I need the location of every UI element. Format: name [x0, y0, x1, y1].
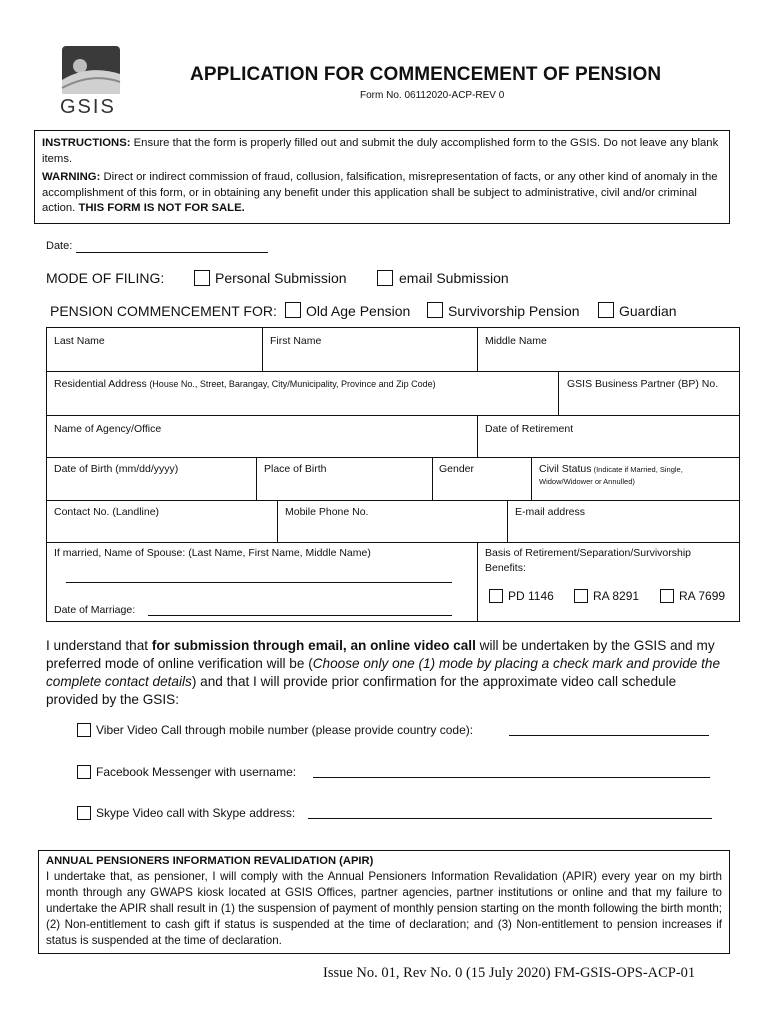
last-name-field[interactable]: Last Name — [54, 335, 105, 347]
mode-of-filing-label: MODE OF FILING: — [46, 270, 165, 286]
grid-line — [477, 542, 478, 622]
grid-line — [46, 415, 740, 416]
vc-text-4: Choose only one (1) mode by placing a check mark and provide the complete contact details — [46, 656, 721, 689]
gender-field[interactable]: Gender — [439, 463, 475, 475]
civil-status-hint: (Indicate if Married, Single, — [591, 465, 683, 474]
mobile-phone-field[interactable]: Mobile Phone No. — [285, 506, 369, 518]
survivorship-pension-checkbox[interactable] — [427, 302, 443, 318]
ra-7699-checkbox[interactable] — [660, 589, 674, 603]
civil-status-field[interactable] — [539, 463, 683, 475]
viber-checkbox[interactable] — [77, 723, 91, 737]
grid-line — [46, 542, 740, 543]
grid-line — [477, 327, 478, 371]
old-age-pension-checkbox[interactable] — [285, 302, 301, 318]
date-of-birth-field[interactable]: Date of Birth (mm/dd/yyyy) — [54, 463, 179, 475]
gsis-logo-emblem — [58, 44, 124, 96]
spouse-name-label: If married, Name of Spouse: (Last Name, First Name, Middle Name) — [54, 547, 371, 559]
personal-submission-checkbox[interactable] — [194, 270, 210, 286]
first-name-field[interactable]: First Name — [270, 335, 322, 347]
old-age-pension-label: Old Age Pension — [306, 303, 411, 319]
skype-input[interactable] — [308, 818, 712, 819]
email-submission-checkbox[interactable] — [377, 270, 393, 286]
ra-7699-label: RA 7699 — [679, 589, 726, 603]
residential-address-label: Residential Address — [54, 378, 147, 390]
grid-line — [558, 371, 559, 415]
basis-label: Basis of Retirement/Separation/Survivorship — [485, 547, 692, 559]
residential-address-field[interactable] — [54, 378, 436, 390]
footer-issue: Issue No. 01, Rev No. 0 (15 July 2020) FM-GSIS-OPS-ACP-01 — [323, 965, 696, 981]
apir-box — [38, 850, 730, 954]
vc-text-2: for submission through email, an online video call — [151, 638, 476, 653]
grid-line — [531, 457, 532, 500]
email-address-field[interactable]: E-mail address — [515, 506, 586, 518]
ra-8291-label: RA 8291 — [593, 589, 640, 603]
grid-line — [277, 500, 278, 542]
grid-line — [256, 457, 257, 500]
facebook-messenger-checkbox[interactable] — [77, 765, 91, 779]
bp-number-field[interactable]: GSIS Business Partner (BP) No. — [567, 378, 719, 390]
grid-line — [262, 327, 263, 371]
warning-paragraph — [42, 170, 722, 217]
ra-8291-checkbox[interactable] — [574, 589, 588, 603]
facebook-messenger-label: Facebook Messenger with username: — [96, 765, 297, 779]
basis-label-2: Benefits: — [485, 562, 526, 574]
not-for-sale: THIS FORM IS NOT FOR SALE. — [78, 202, 245, 214]
pd-1146-checkbox[interactable] — [489, 589, 503, 603]
form-number: Form No. 06112020-ACP-REV 0 — [360, 90, 505, 101]
skype-checkbox[interactable] — [77, 806, 91, 820]
grid-line — [432, 457, 433, 500]
video-call-paragraph — [46, 637, 726, 709]
date-field[interactable] — [76, 252, 268, 253]
logo-text: GSIS — [60, 96, 116, 118]
viber-label: Viber Video Call through mobile number (please provide country code): — [96, 723, 474, 737]
skype-label: Skype Video call with Skype address: — [96, 806, 296, 820]
survivorship-pension-label: Survivorship Pension — [448, 303, 580, 319]
middle-name-field[interactable]: Middle Name — [485, 335, 547, 347]
warning-label: WARNING: — [42, 171, 101, 183]
viber-input[interactable] — [509, 735, 709, 736]
contact-landline-field[interactable]: Contact No. (Landline) — [54, 506, 160, 518]
agency-office-field[interactable]: Name of Agency/Office — [54, 423, 162, 435]
place-of-birth-field[interactable]: Place of Birth — [264, 463, 327, 475]
grid-line — [477, 415, 478, 457]
personal-submission-label: Personal Submission — [215, 270, 347, 286]
grid-line — [46, 500, 740, 501]
guardian-checkbox[interactable] — [598, 302, 614, 318]
instructions-label: INSTRUCTIONS: — [42, 137, 131, 149]
date-of-marriage-label: Date of Marriage: — [54, 604, 136, 616]
facebook-messenger-input[interactable] — [313, 777, 710, 778]
pension-for-label: PENSION COMMENCEMENT FOR: — [50, 303, 277, 319]
residential-address-hint: (House No., Street, Barangay, City/Municipality, Province and Zip Code) — [146, 379, 436, 389]
civil-status-hint-2: Widow/Widower or Annulled) — [539, 477, 635, 486]
vc-text-1: I understand that — [46, 638, 152, 653]
warning-text: Direct or indirect commission of fraud, collusion, falsification, misrepresentation of facts, or any other kind of anomaly in the accomplishment of this form, or in obtaining any benefit under this application shall be subject to administrative, civil and/or criminal action. — [42, 171, 718, 214]
grid-line — [46, 457, 740, 458]
apir-title: ANNUAL PENSIONERS INFORMATION REVALIDATION (APIR) — [46, 855, 374, 867]
apir-text: I undertake that, as pensioner, I will comply with the Annual Pensioners Information Revalidation (APIR) every year on my birth month through any GWAPS kiosk located at GSIS Offices, partner agencies, partner institutions or online and that my failure to undertake the APIR shall result in (1) the suspension of payment of monthly pension starting on the month following the birth month; (2) Non-entitlement to cash gift if status is suspended at the time of declaration; and (3) Non-entitlement to pension increases if status is suspended at the time of declaration. — [46, 870, 722, 947]
instructions-paragraph — [42, 136, 722, 167]
guardian-label: Guardian — [619, 303, 677, 319]
date-of-retirement-field[interactable]: Date of Retirement — [485, 423, 574, 435]
page-title: APPLICATION FOR COMMENCEMENT OF PENSION — [190, 64, 662, 85]
spouse-name-input[interactable] — [66, 582, 452, 583]
instructions-text: Ensure that the form is properly filled out and submit the duly accomplished form to the GSIS. Do not leave any blank items. — [42, 137, 719, 165]
gsis-logo — [58, 44, 124, 120]
grid-line — [507, 500, 508, 542]
civil-status-label: Civil Status — [539, 463, 592, 475]
email-submission-label: email Submission — [399, 270, 509, 286]
vc-text-3: will be undertaken by the GSIS and my preferred mode of online verification will be ( — [46, 638, 715, 671]
date-label: Date: — [46, 240, 73, 252]
grid-line — [46, 371, 740, 372]
vc-text-5: ) and that I will provide prior confirmation for the approximate video call schedule provided by the GSIS: — [46, 674, 677, 707]
pd-1146-label: PD 1146 — [508, 589, 554, 603]
date-of-marriage-input[interactable] — [148, 615, 452, 616]
instructions-box — [34, 130, 730, 224]
